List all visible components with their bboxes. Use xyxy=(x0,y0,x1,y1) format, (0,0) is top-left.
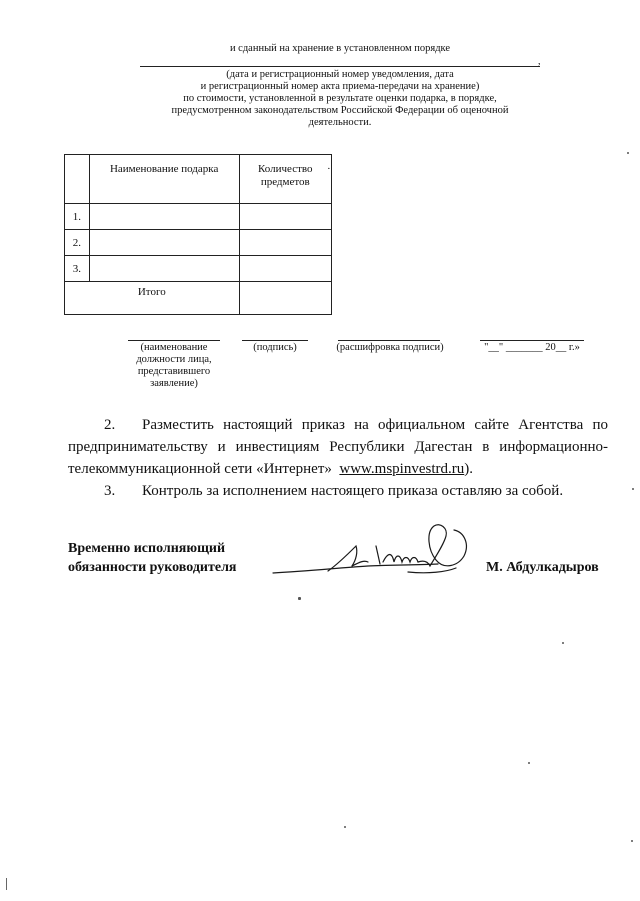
paragraph-3-text: Контроль за исполнением настоящего приказа оставляю за собой. xyxy=(142,483,564,499)
signature-label: (подпись) xyxy=(253,342,297,353)
row-qty-cell xyxy=(239,256,331,282)
header-underline xyxy=(140,66,540,67)
row-qty-cell xyxy=(239,230,331,256)
table-row xyxy=(65,204,332,230)
handwritten-signature xyxy=(268,516,478,586)
row-name-cell xyxy=(89,230,239,256)
row-qty-cell xyxy=(239,204,331,230)
scan-speck xyxy=(627,152,629,154)
paragraph-2 xyxy=(68,414,608,480)
stray-mark: · xyxy=(327,163,331,175)
website-link[interactable]: www.mspinvestrd.ru xyxy=(339,461,465,477)
paragraph-3 xyxy=(68,480,608,502)
header-num-cell xyxy=(65,155,90,204)
paragraph-3-number: 3. xyxy=(104,483,116,499)
scan-speck xyxy=(298,597,301,600)
decode-label: (расшифровка подписи) xyxy=(336,342,444,353)
signature-line xyxy=(242,340,308,341)
scan-speck xyxy=(632,488,634,490)
caption-line-4: предусмотренном законодательством Российской Федерации об оценочной xyxy=(171,105,509,116)
scan-speck xyxy=(528,762,530,764)
date-line xyxy=(480,340,584,341)
caption-line-1: (дата и регистрационный номер уведомления, дата xyxy=(226,69,454,80)
decode-line xyxy=(338,340,440,341)
scan-speck xyxy=(562,642,564,644)
paragraph-2-text: Разместить настоящий приказ на официальном сайте Агентства по предпринимательству и инвестициям Республики Дагестан в информационно-телекоммуникационной сети «Интернет» xyxy=(68,417,608,477)
total-label: Итого xyxy=(65,282,240,315)
header-line: и сданный на хранение в установленном порядке xyxy=(229,43,451,54)
table-total-row xyxy=(65,282,332,315)
scan-speck xyxy=(631,840,633,842)
caption-line-5: деятельности. xyxy=(308,117,372,128)
row-number: 2. xyxy=(65,230,90,256)
position-label: (наименование должности лица, представившего заявление) xyxy=(136,342,212,389)
position-line xyxy=(128,340,220,341)
row-name-cell xyxy=(89,256,239,282)
table-row xyxy=(65,256,332,282)
paragraph-2-number: 2. xyxy=(104,417,116,433)
gift-table xyxy=(64,154,332,315)
header-name-cell: Наименование подарка xyxy=(89,155,239,204)
total-qty-cell xyxy=(239,282,331,315)
row-name-cell xyxy=(89,204,239,230)
row-number: 1. xyxy=(65,204,90,230)
table-header-row xyxy=(65,155,332,204)
signer-name: М. Абдулкадыров xyxy=(486,560,599,575)
header-qty-cell: Количество предметов xyxy=(239,155,331,204)
role-line-1: Временно исполняющий xyxy=(68,541,226,556)
comma-mark: , xyxy=(538,56,541,67)
table-row xyxy=(65,230,332,256)
caption-line-3: по стоимости, установленной в результате оценки подарка, в порядке, xyxy=(183,93,497,104)
scan-speck xyxy=(344,826,346,828)
row-number: 3. xyxy=(65,256,90,282)
role-line-2: обязанности руководителя xyxy=(68,560,237,575)
caption-line-2: и регистрационный номер акта приема-передачи на хранение) xyxy=(200,81,480,92)
scan-edge-mark xyxy=(6,878,7,890)
date-label: "__" _______ 20__ г.» xyxy=(484,342,580,353)
paragraph-2-tail: ). xyxy=(464,461,473,477)
